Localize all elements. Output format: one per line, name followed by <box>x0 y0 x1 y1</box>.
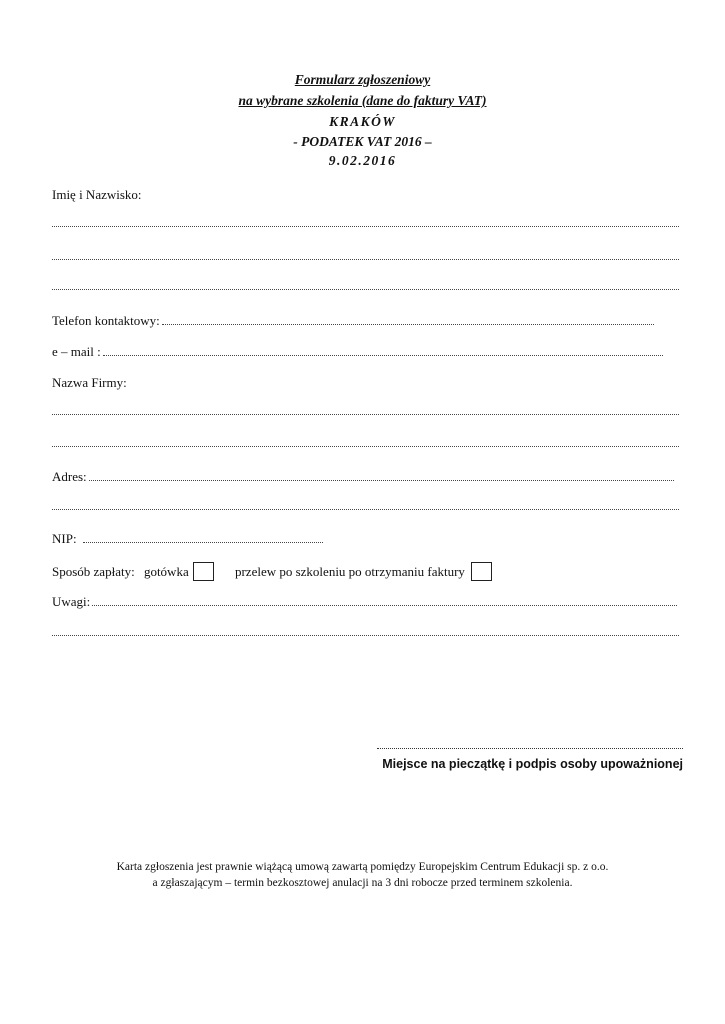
email-field[interactable] <box>103 354 663 356</box>
company-field-line-2[interactable] <box>52 443 679 447</box>
notes-field-line-2[interactable] <box>52 632 679 636</box>
notes-row <box>52 593 677 611</box>
footer-line-1: Karta zgłoszenia jest prawnie wiążącą umową zawartą pomiędzy Europejskim Centrum Edukacji sp. z o.o. <box>116 861 609 873</box>
name-field-line-2[interactable] <box>52 256 679 260</box>
phone-field[interactable] <box>162 323 654 325</box>
city-heading: KRAKÓW <box>329 114 396 129</box>
address-field-line-2[interactable] <box>52 506 679 510</box>
payment-label: Sposób zapłaty: <box>52 564 135 579</box>
phone-row <box>52 312 654 330</box>
date-heading: 9.02.2016 <box>328 153 397 168</box>
signature-label: Miejsce na pieczątkę i podpis osoby upoważnionej <box>382 757 683 771</box>
company-label: Nazwa Firmy: <box>52 375 127 390</box>
address-field[interactable] <box>89 479 674 481</box>
topic-heading: - PODATEK VAT 2016 – <box>293 134 432 149</box>
nip-label: NIP: <box>52 531 77 546</box>
form-title: Formularz zgłoszeniowy <box>294 72 431 87</box>
signature-line[interactable] <box>377 745 683 749</box>
payment-cash-label: gotówka <box>143 564 189 579</box>
name-label: Imię i Nazwisko: <box>52 187 142 202</box>
phone-label: Telefon kontaktowy: <box>52 313 160 328</box>
nip-field[interactable] <box>83 541 323 543</box>
email-label: e – mail : <box>52 344 101 359</box>
name-field-line-1[interactable] <box>52 223 679 227</box>
payment-row <box>52 562 492 582</box>
company-field-line-1[interactable] <box>52 411 679 415</box>
payment-cash-checkbox[interactable] <box>193 562 214 581</box>
nip-row <box>52 530 323 548</box>
payment-transfer-label: przelew po szkoleniu po otrzymaniu faktury <box>234 564 465 579</box>
email-row <box>52 343 663 361</box>
address-row <box>52 468 674 486</box>
notes-field[interactable] <box>92 604 677 606</box>
name-field-line-3[interactable] <box>52 286 679 290</box>
form-subtitle: na wybrane szkolenia (dane do faktury VAT) <box>238 93 487 108</box>
address-label: Adres: <box>52 469 87 484</box>
footer-line-2: a zgłaszającym – termin bezkosztowej anulacji na 3 dni robocze przed terminem szkolenia. <box>152 877 573 889</box>
notes-label: Uwagi: <box>52 594 91 609</box>
payment-transfer-checkbox[interactable] <box>471 562 492 581</box>
